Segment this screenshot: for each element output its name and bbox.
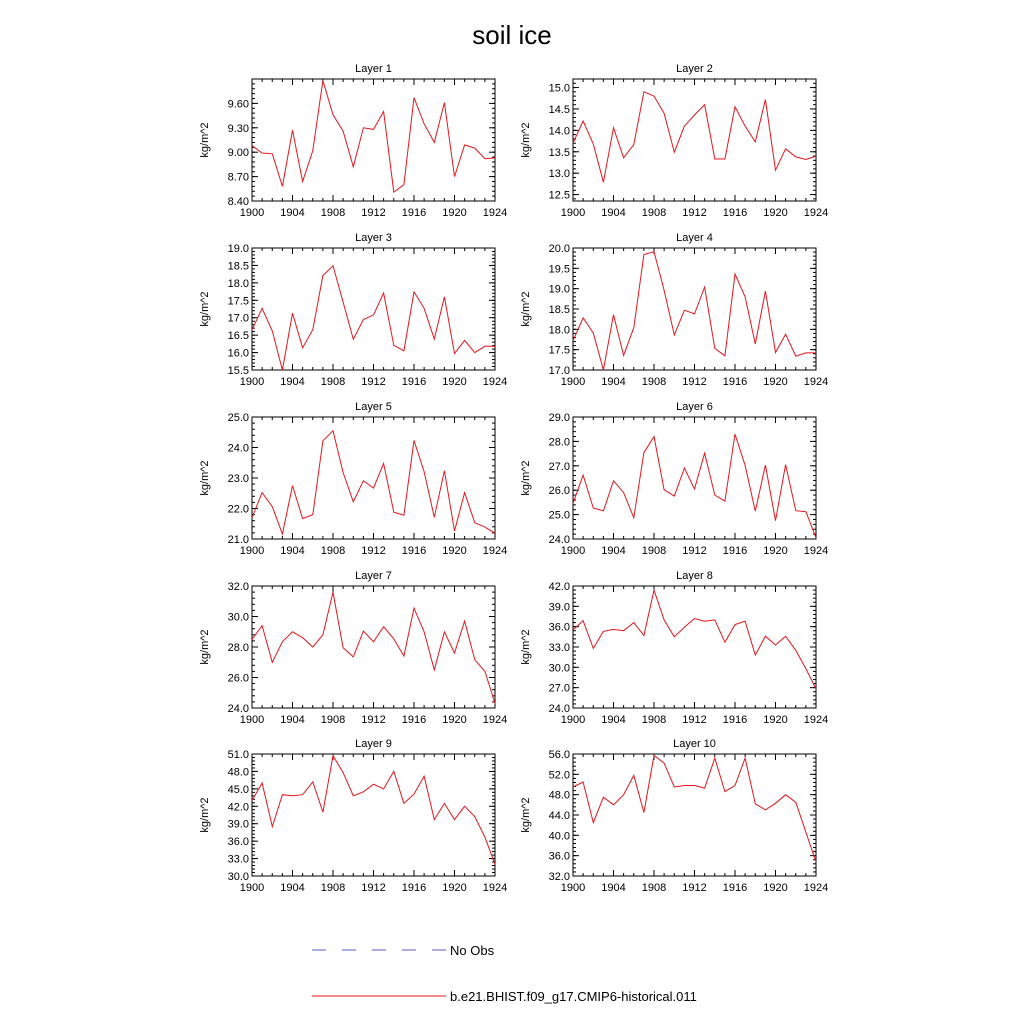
- x-tick-label: 1924: [803, 545, 829, 557]
- y-tick-label: 27.0: [548, 460, 570, 473]
- x-tick-label: 1904: [280, 545, 305, 557]
- x-tick-label: 1920: [442, 376, 467, 388]
- legend: [312, 943, 697, 1004]
- x-tick-label: 1924: [803, 207, 829, 219]
- series-line: [573, 434, 816, 538]
- x-tick-label: 1904: [601, 376, 626, 388]
- y-tick-label: 29.0: [548, 412, 570, 424]
- x-tick-label: 1912: [361, 376, 386, 388]
- y-tick-label: 17.0: [227, 312, 249, 325]
- y-axis-label: kg/m^2: [199, 460, 211, 496]
- legend-no-obs-label: No Obs: [450, 943, 495, 958]
- y-tick-label: 15.5: [227, 365, 249, 377]
- x-tick-label: 1912: [682, 376, 707, 388]
- panel-title: Layer 3: [355, 232, 392, 244]
- y-axis-label: kg/m^2: [520, 291, 532, 327]
- x-tick-label: 1912: [361, 714, 386, 726]
- x-tick-label: 1912: [361, 545, 386, 557]
- panel-layer-5: [199, 401, 507, 557]
- panel-layer-3: [199, 232, 507, 388]
- panel-layer-6: [520, 401, 828, 557]
- panel-layer-1: [199, 63, 507, 219]
- y-tick-label: 33.0: [227, 853, 249, 866]
- x-tick-label: 1920: [442, 207, 467, 219]
- panel-title: Layer 5: [355, 401, 392, 413]
- panel-layer-4: [520, 232, 828, 388]
- x-tick-label: 1920: [763, 376, 788, 388]
- x-tick-label: 1916: [401, 207, 427, 219]
- y-tick-label: 52.0: [548, 769, 570, 782]
- y-tick-label: 8.70: [227, 171, 249, 184]
- x-tick-label: 1924: [482, 714, 508, 726]
- x-tick-label: 1920: [442, 545, 467, 557]
- y-tick-label: 33.0: [548, 642, 570, 654]
- plot-frame: [252, 417, 495, 539]
- y-tick-label: 13.5: [548, 146, 570, 159]
- x-tick-label: 1916: [722, 545, 748, 557]
- y-axis-label: kg/m^2: [520, 797, 532, 833]
- series-line: [573, 590, 816, 689]
- panel-layer-10: [520, 738, 828, 894]
- series-line: [573, 756, 816, 862]
- x-tick-label: 1924: [803, 376, 829, 388]
- x-tick-label: 1900: [560, 545, 586, 557]
- y-tick-label: 42.0: [548, 581, 570, 593]
- x-tick-label: 1900: [560, 376, 586, 388]
- panels: [199, 63, 828, 894]
- x-tick-label: 1904: [280, 882, 305, 894]
- y-tick-label: 36.0: [548, 621, 570, 634]
- x-tick-label: 1900: [239, 714, 265, 726]
- y-axis-label: kg/m^2: [199, 291, 211, 327]
- y-tick-label: 39.0: [548, 601, 570, 614]
- x-tick-label: 1908: [320, 714, 346, 726]
- plot-frame: [573, 754, 816, 876]
- panel-title: Layer 9: [355, 738, 392, 750]
- x-tick-label: 1924: [482, 376, 508, 388]
- y-tick-label: 21.0: [227, 534, 249, 546]
- series-line: [252, 81, 495, 193]
- x-tick-label: 1900: [560, 882, 586, 894]
- x-tick-label: 1900: [560, 207, 586, 219]
- series-line: [252, 431, 495, 534]
- plot-frame: [252, 586, 495, 708]
- x-tick-label: 1924: [803, 714, 829, 726]
- plot-frame: [573, 417, 816, 539]
- x-tick-label: 1916: [722, 207, 748, 219]
- panel-title: Layer 7: [355, 570, 392, 582]
- y-tick-label: 27.0: [548, 682, 570, 695]
- x-tick-label: 1924: [803, 882, 829, 894]
- y-tick-label: 32.0: [548, 871, 570, 883]
- y-tick-label: 19.0: [227, 243, 249, 255]
- y-tick-label: 18.5: [548, 304, 570, 316]
- panel-layer-7: [199, 570, 507, 726]
- y-tick-label: 30.0: [548, 662, 570, 675]
- y-tick-label: 17.5: [548, 344, 570, 357]
- y-tick-label: 9.00: [227, 147, 249, 160]
- x-tick-label: 1916: [722, 882, 748, 894]
- x-tick-label: 1920: [763, 714, 788, 726]
- plot-frame: [252, 79, 495, 201]
- series-line: [252, 756, 495, 865]
- x-tick-label: 1900: [239, 376, 265, 388]
- y-tick-label: 14.0: [548, 125, 570, 138]
- y-tick-label: 23.0: [227, 473, 249, 485]
- panel-layer-9: [199, 738, 507, 894]
- x-tick-label: 1912: [682, 207, 707, 219]
- panel-title: Layer 10: [673, 738, 716, 750]
- x-tick-label: 1920: [763, 207, 788, 219]
- y-tick-label: 18.0: [548, 324, 570, 337]
- panel-layer-2: [520, 63, 828, 219]
- y-tick-label: 17.5: [227, 295, 249, 308]
- y-tick-label: 26.0: [548, 485, 570, 498]
- y-axis-label: kg/m^2: [520, 122, 532, 158]
- y-tick-label: 25.0: [227, 412, 249, 424]
- y-tick-label: 30.0: [227, 611, 249, 624]
- x-tick-label: 1920: [763, 882, 788, 894]
- x-tick-label: 1908: [641, 714, 667, 726]
- y-tick-label: 48.0: [548, 789, 570, 802]
- x-tick-label: 1916: [401, 545, 427, 557]
- y-axis-label: kg/m^2: [199, 122, 211, 158]
- x-tick-label: 1912: [682, 714, 707, 726]
- x-tick-label: 1904: [601, 714, 626, 726]
- y-tick-label: 16.0: [227, 347, 249, 360]
- y-tick-label: 8.40: [227, 196, 249, 208]
- y-tick-label: 24.0: [548, 703, 570, 715]
- panel-title: Layer 6: [676, 401, 713, 413]
- x-tick-label: 1908: [320, 376, 346, 388]
- y-tick-label: 32.0: [227, 581, 249, 593]
- x-tick-label: 1912: [361, 882, 386, 894]
- y-tick-label: 28.0: [227, 642, 249, 654]
- y-tick-label: 24.0: [227, 442, 249, 455]
- x-tick-label: 1908: [641, 207, 667, 219]
- plot-frame: [573, 586, 816, 708]
- y-tick-label: 9.60: [227, 98, 249, 111]
- figure-title: soil ice: [472, 20, 552, 50]
- panel-title: Layer 2: [676, 63, 713, 75]
- x-tick-label: 1904: [601, 545, 626, 557]
- x-tick-label: 1912: [682, 882, 707, 894]
- y-tick-label: 15.0: [548, 82, 570, 95]
- x-tick-label: 1924: [482, 882, 508, 894]
- y-tick-label: 12.5: [548, 189, 570, 202]
- x-tick-label: 1924: [482, 207, 508, 219]
- y-tick-label: 24.0: [227, 703, 249, 715]
- y-axis-label: kg/m^2: [520, 460, 532, 496]
- panel-title: Layer 8: [676, 570, 713, 582]
- x-tick-label: 1908: [320, 207, 346, 219]
- y-tick-label: 44.0: [548, 810, 570, 822]
- x-tick-label: 1912: [361, 207, 386, 219]
- y-axis-label: kg/m^2: [520, 629, 532, 665]
- x-tick-label: 1908: [641, 545, 667, 557]
- plot-frame: [573, 79, 816, 201]
- x-tick-label: 1908: [641, 376, 667, 388]
- x-tick-label: 1920: [442, 882, 467, 894]
- y-tick-label: 20.0: [548, 243, 570, 255]
- x-tick-label: 1916: [401, 714, 427, 726]
- y-tick-label: 28.0: [548, 436, 570, 449]
- x-tick-label: 1904: [601, 882, 626, 894]
- x-tick-label: 1924: [482, 545, 508, 557]
- x-tick-label: 1916: [401, 882, 427, 894]
- series-line: [573, 92, 816, 182]
- panel-title: Layer 1: [355, 63, 392, 75]
- plot-frame: [252, 248, 495, 370]
- y-tick-label: 42.0: [227, 801, 249, 814]
- y-tick-label: 14.5: [548, 103, 570, 116]
- y-tick-label: 30.0: [227, 871, 249, 883]
- x-tick-label: 1908: [320, 882, 346, 894]
- legend-model-label: b.e21.BHIST.f09_g17.CMIP6-historical.011: [450, 989, 697, 1004]
- x-tick-label: 1900: [560, 714, 586, 726]
- y-tick-label: 51.0: [227, 749, 249, 761]
- x-tick-label: 1900: [239, 207, 265, 219]
- x-tick-label: 1904: [280, 376, 305, 388]
- y-tick-label: 18.0: [227, 277, 249, 290]
- y-tick-label: 19.0: [548, 283, 570, 296]
- y-tick-label: 40.0: [548, 830, 570, 843]
- x-tick-label: 1912: [682, 545, 707, 557]
- y-tick-label: 26.0: [227, 672, 249, 685]
- y-tick-label: 45.0: [227, 783, 249, 796]
- y-tick-label: 9.30: [227, 122, 249, 135]
- x-tick-label: 1920: [763, 545, 788, 557]
- x-tick-label: 1904: [601, 207, 626, 219]
- plot-frame: [573, 248, 816, 370]
- x-tick-label: 1916: [401, 376, 427, 388]
- y-tick-label: 17.0: [548, 365, 570, 377]
- series-line: [573, 252, 816, 370]
- y-tick-label: 13.0: [548, 168, 570, 181]
- y-tick-label: 18.5: [227, 260, 249, 273]
- panel-title: Layer 4: [676, 232, 713, 244]
- y-axis-label: kg/m^2: [199, 629, 211, 665]
- x-tick-label: 1908: [641, 882, 667, 894]
- y-tick-label: 36.0: [548, 850, 570, 863]
- y-tick-label: 22.0: [227, 503, 249, 516]
- y-tick-label: 48.0: [227, 766, 249, 779]
- x-tick-label: 1904: [280, 207, 305, 219]
- x-tick-label: 1904: [280, 714, 305, 726]
- y-tick-label: 36.0: [227, 836, 249, 849]
- series-line: [252, 266, 495, 370]
- y-tick-label: 19.5: [548, 263, 570, 276]
- x-tick-label: 1900: [239, 545, 265, 557]
- series-line: [252, 592, 495, 703]
- x-tick-label: 1908: [320, 545, 346, 557]
- y-tick-label: 25.0: [548, 509, 570, 522]
- y-tick-label: 16.5: [227, 330, 249, 343]
- x-tick-label: 1920: [442, 714, 467, 726]
- x-tick-label: 1900: [239, 882, 265, 894]
- x-tick-label: 1916: [722, 376, 748, 388]
- y-tick-label: 39.0: [227, 818, 249, 831]
- x-tick-label: 1916: [722, 714, 748, 726]
- y-tick-label: 24.0: [548, 534, 570, 546]
- y-tick-label: 56.0: [548, 749, 570, 761]
- y-axis-label: kg/m^2: [199, 797, 211, 833]
- panel-layer-8: [520, 570, 828, 726]
